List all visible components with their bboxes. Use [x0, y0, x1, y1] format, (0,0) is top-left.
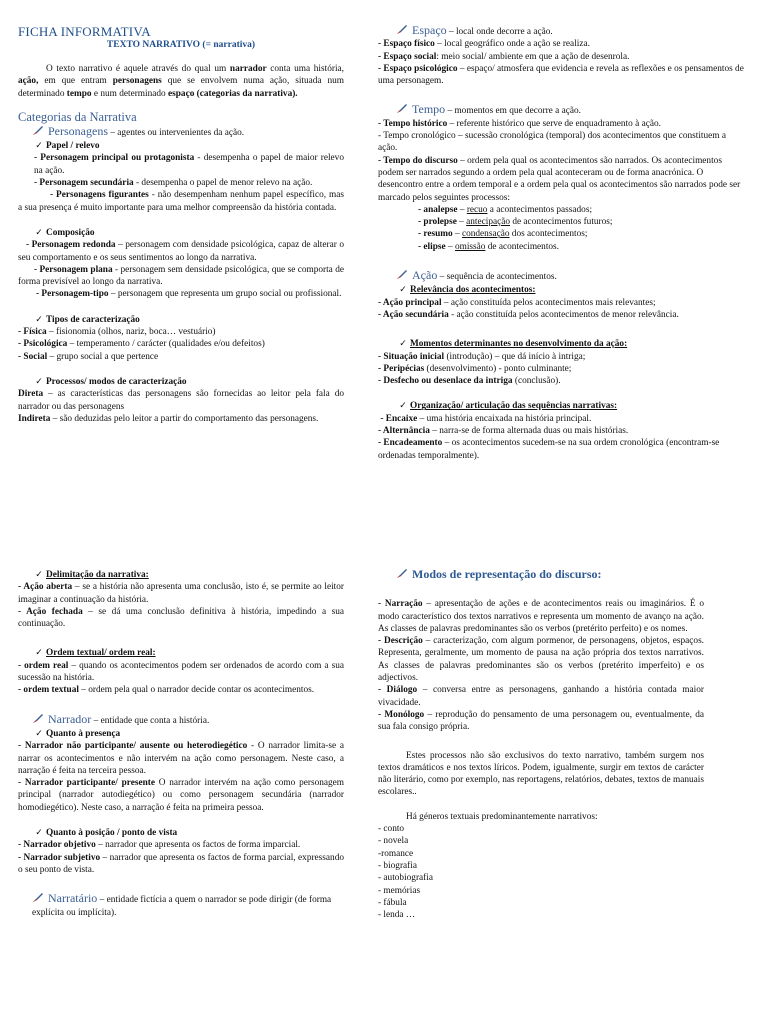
papel-heading: ✓ Papel / relevo — [18, 139, 344, 152]
tipo-psicologica: - Psicológica – temperamento / carácter (qualidades e/ou defeitos) — [18, 339, 265, 350]
list-item: - novela — [378, 836, 409, 847]
page-subtitle: TEXTO NARRATIVO (= narrativa) — [106, 40, 256, 50]
narrador-objetivo: - Narrador objetivo – narrador que apresenta os factos de forma imparcial. — [18, 840, 301, 851]
papel-figurantes: - Personagens figurantes - não desempenham nenhum papel específico, mas a sua presença é muito importante para uma melhor compreensão da história contada. — [18, 190, 344, 213]
organizacao-heading: ✓ Organização/ articulação das sequências narrativas: — [378, 399, 744, 412]
tipo-social: - Social – grupo social a que pertence — [18, 351, 159, 362]
tempo-cronologico: - Tempo cronológico – sucessão cronológica (temporal) dos acontecimentos que constituem a ação. — [378, 131, 726, 154]
pencil-bullet-icon — [396, 103, 408, 114]
espaco-heading: Espaço – local onde decorre a ação. — [378, 24, 744, 38]
list-item: - biografia — [378, 860, 417, 871]
acao-secundaria: - Ação secundária - ação constituída pelos acontecimentos de menor relevância. — [378, 309, 679, 320]
page-title: FICHA INFORMATIVA — [18, 24, 151, 39]
tipos-heading: ✓ Tipos de caracterização — [18, 313, 344, 326]
column-left-bottom — [18, 568, 344, 919]
check-icon: ✓ — [35, 313, 43, 324]
pencil-bullet-icon — [32, 892, 44, 903]
list-item: - conto — [378, 824, 405, 835]
check-icon: ✓ — [35, 647, 43, 658]
ordem-heading: ✓ Ordem textual/ ordem real: — [18, 646, 344, 659]
column-right-bottom — [378, 568, 704, 921]
relevancia-heading: ✓ Relevância dos acontecimentos: — [378, 283, 744, 296]
processo-direta: Direta – as características das personagens são fornecidas ao leitor pela fala do narrador ou das personagens — [18, 389, 344, 412]
momento-desfecho: - Desfecho ou desenlace da intriga (conclusão). — [378, 376, 561, 387]
narratario-block: Narratário – entidade fictícia a quem o narrador se pode dirigir (de forma explícita ou implícita). — [32, 891, 332, 918]
check-icon: ✓ — [35, 140, 43, 151]
modo-narracao: - Narração – apresentação de ações e de acontecimentos reais ou imaginários. É o modo característico dos textos narrativos e representa um momento de avanço na ação. As classes de palavras predominantes são os verbos (pretérito perfeito) e os nomes. — [378, 599, 705, 634]
tempo-heading: Tempo – momentos em que decorre a ação. — [378, 103, 744, 117]
momento-situacao-inicial: - Situação inicial (introdução) – que dá início à intriga; — [378, 351, 586, 362]
estes-processos-paragraph: Estes processos não são exclusivos do texto narrativo, também surgem nos textos dramáticos e nos textos líricos. Podem, igualmente, surgir em textos de carácter não literário, como por exemplo, nas reportagens, relatórios, debates, textos de manuais escolares.. — [378, 750, 704, 798]
check-icon: ✓ — [35, 569, 43, 579]
pencil-bullet-icon — [396, 568, 408, 579]
delimitacao-heading: ✓ Delimitação da narrativa: — [18, 568, 344, 581]
momento-peripecias: - Peripécias (desenvolvimento) - ponto culminante; — [378, 363, 572, 374]
organizacao-encaixe: - Encaixe – uma história encaixada na história principal. — [380, 413, 592, 424]
modo-monologo: - Monólogo – reprodução do pensamento de uma personagem ou, eventualmente, da sua fala consigo própria. — [378, 709, 704, 733]
list-item: - resumo – condensação dos acontecimentos; — [418, 229, 588, 240]
ordem-textual: - ordem textual – ordem pela qual o narrador decide contar os acontecimentos. — [18, 685, 315, 696]
narrador-nao-participante: - Narrador não participante/ ausente ou heterodiegético - O narrador limita-se a narrar os acontecimentos e não intervém na ação como personagem. Neste caso, a narração é feita na terceira pessoa. — [18, 741, 345, 776]
list-item: - elipse – omissão de acontecimentos. — [418, 241, 559, 252]
pencil-bullet-icon — [32, 125, 44, 136]
momentos-heading: ✓ Momentos determinantes no desenvolvimento da ação: — [378, 337, 744, 350]
ordem-real: - ordem real – quando os acontecimentos podem ser ordenados de acordo com a sua sucessão na história. — [18, 660, 344, 684]
processos-heading: ✓ Processos/ modos de caracterização — [18, 375, 344, 388]
tempo-historico: - Tempo histórico – referente histórico que serve de enquadramento à ação. — [378, 118, 661, 129]
organizacao-encadeamento: - Encadeamento – os acontecimentos sucedem-se na sua ordem cronológica (encontram-se ordenadas temporalmente). — [378, 438, 720, 461]
modos-heading: Modos de representação do discurso: — [378, 568, 704, 582]
generos-intro: Há géneros textuais predominantemente narrativos: — [406, 811, 598, 822]
check-icon: ✓ — [35, 727, 43, 738]
check-icon: ✓ — [399, 338, 407, 349]
narrador-heading: Narrador – entidade que conta a história. — [18, 713, 344, 727]
personagens-heading: Personagens – agentes ou intervenientes da ação. — [18, 125, 344, 139]
posicao-heading: ✓ Quanto à posição / ponto de vista — [18, 826, 344, 839]
organizacao-alternancia: - Alternância – narra-se de forma alternada duas ou mais histórias. — [378, 426, 629, 437]
acao-heading: Ação – sequência de acontecimentos. — [378, 269, 744, 283]
section-heading-categorias: Categorias da Narrativa — [18, 109, 137, 124]
acao-aberta: - Ação aberta – se a história não apresenta uma conclusão, isto é, se permite ao leitor imaginar a continuação da história. — [18, 582, 345, 605]
presenca-heading: ✓ Quanto à presença — [18, 727, 344, 740]
tipo-fisica: - Física – fisionomia (olhos, nariz, boca… vestuário) — [18, 327, 216, 338]
narrador-subjetivo: - Narrador subjetivo – narrador que apresenta os factos de forma parcial, expressando o seu ponto de vista. — [18, 852, 344, 875]
papel-principal: - Personagem principal ou protagonista - desempenha o papel de maior relevo na ação. — [34, 153, 344, 176]
check-icon: ✓ — [35, 226, 43, 237]
check-icon: ✓ — [399, 284, 407, 295]
list-item: -romance — [378, 848, 414, 859]
modo-dialogo: - Diálogo – conversa entre as personagens, ganhando a história contada maior vivacidade. — [378, 685, 704, 708]
composicao-plana: - Personagem plana - personagem sem densidade psicológica, que se comporta de forma previsível ao longo da narrativa. — [18, 264, 344, 288]
acao-principal: - Ação principal – ação constituída pelos acontecimentos mais relevantes; — [378, 297, 656, 308]
list-item: - memórias — [378, 885, 421, 896]
acao-fechada: - Ação fechada – se dá uma conclusão definitiva à história, impedindo a sua continuação. — [18, 606, 345, 630]
generos-list — [378, 823, 704, 921]
pencil-bullet-icon — [396, 269, 408, 280]
check-icon: ✓ — [35, 375, 43, 386]
intro-paragraph: O texto narrativo é aquele através do qual um narrador conta uma história, ação, em que entram personagens que se envolvem numa ação, situada num determinado tempo e num determinado espaço (categorias da narrativa). — [18, 64, 344, 99]
list-item: - autobiografia — [378, 873, 433, 884]
processos-temporais-list — [378, 204, 744, 253]
list-item: - analepse – recuo a acontecimentos passados; — [418, 204, 593, 215]
check-icon: ✓ — [399, 400, 407, 411]
check-icon: ✓ — [35, 827, 43, 838]
column-right-top — [378, 24, 744, 462]
espaco-social: - Espaço social: meio social/ ambiente em que a ação de desenrola. — [378, 51, 630, 62]
composicao-heading: ✓ Composição — [18, 226, 344, 239]
list-item: - fábula — [378, 897, 407, 908]
narrador-participante: - Narrador participante/ presente O narrador intervém na ação como personagem principal (narrador autodiegético) ou como personagem secundária (narrador homodiegético). Neste caso, a narração é feita na primeira pessoa. — [18, 778, 345, 813]
tempo-discurso: - Tempo do discurso – ordem pela qual os acontecimentos são narrados. Os acontecimentos podem ser narrados segundo a ordem pela qual aconteceram ou de forma anacrónica. O desencontro entre a ordem temporal e a ordem pela qual os acontecimentos são narrados pode ser marcado pelos seguintes processos: — [378, 155, 741, 203]
list-item: - prolepse – antecipação de acontecimentos futuros; — [418, 217, 613, 228]
processo-indireta: Indireta – são deduzidas pelo leitor a partir do comportamento das personagens. — [18, 413, 319, 424]
papel-secundaria: - Personagem secundária - desempenha o papel de menor relevo na ação. — [34, 178, 313, 189]
pencil-bullet-icon — [396, 24, 408, 35]
espaco-psicologico: - Espaço psicológico – espaço/ atmosfera que evidencia e revela as reflexões e os pensamentos de uma personagem. — [378, 63, 744, 87]
composicao-tipo: - Personagem-tipo – personagem que representa um grupo social ou profissional. — [36, 289, 342, 300]
espaco-fisico: - Espaço físico – local geográfico onde a ação se realiza. — [378, 39, 590, 50]
composicao-redonda: - Personagem redonda – personagem com densidade psicológica, capaz de alterar o seu comportamento e os seus sentimentos ao longo da narrativa. — [18, 240, 344, 263]
modo-descricao: - Descrição – caracterização, com algum pormenor, de personagens, objetos, espaços. Representa, geralmente, um momento de pausa na ação própria dos textos narrativos. As classes de palavras predominantes são os verbos (pretérito imperfeito) e os adjectivos. — [378, 636, 705, 684]
list-item: - lenda … — [378, 910, 416, 921]
pencil-bullet-icon — [32, 713, 44, 724]
column-left-top — [18, 24, 344, 425]
